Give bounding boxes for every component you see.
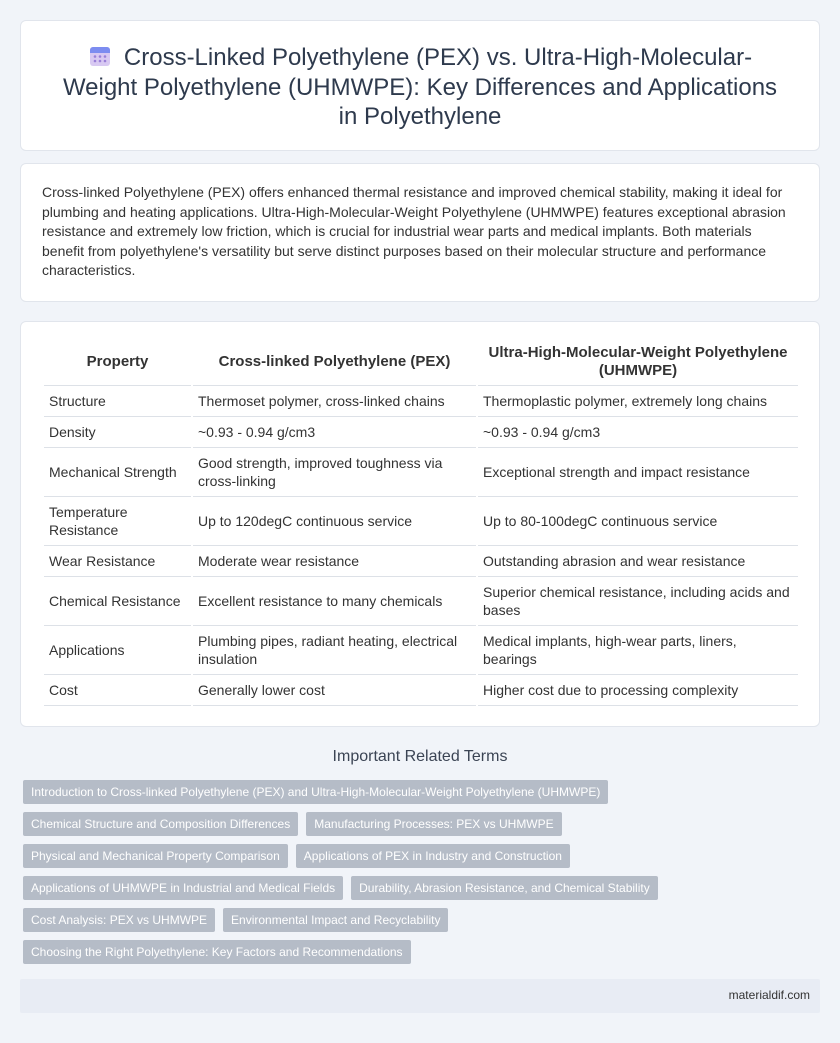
uhmwpe-cell: Superior chemical resistance, including acids and bases (478, 577, 798, 626)
related-term-tag[interactable]: Choosing the Right Polyethylene: Key Factors and Recommendations (23, 940, 411, 964)
title-card (20, 20, 820, 151)
page-title-text: Cross-Linked Polyethylene (PEX) vs. Ultra-High-Molecular-Weight Polyethylene (UHMWPE): Key Differences and Applications in Polyethylene (62, 44, 778, 130)
pex-cell: Excellent resistance to many chemicals (193, 577, 476, 626)
related-terms-list (23, 780, 823, 972)
related-term-tag[interactable]: Durability, Abrasion Resistance, and Chemical Stability (351, 876, 658, 900)
property-cell: Applications (44, 626, 191, 675)
table-row (44, 546, 798, 577)
page-title (61, 43, 779, 132)
table-row (44, 626, 798, 675)
table-row (44, 448, 798, 497)
pex-cell: Thermoset polymer, cross-linked chains (193, 386, 476, 417)
related-term-tag[interactable]: Applications of PEX in Industry and Construction (296, 844, 570, 868)
related-term-tag[interactable]: Cost Analysis: PEX vs UHMWPE (23, 908, 215, 932)
pex-cell: Plumbing pipes, radiant heating, electrical insulation (193, 626, 476, 675)
property-cell: Temperature Resistance (44, 497, 191, 546)
comparison-table-card (20, 321, 820, 727)
header-uhmwpe: Ultra-High-Molecular-Weight Polyethylene (UHMWPE) (478, 338, 798, 386)
table-header-row (44, 338, 798, 386)
property-cell: Structure (44, 386, 191, 417)
related-term-tag[interactable]: Introduction to Cross-linked Polyethylene (PEX) and Ultra-High-Molecular-Weight Polyethylene (UHMWPE) (23, 780, 608, 804)
related-term-tag[interactable]: Applications of UHMWPE in Industrial and Medical Fields (23, 876, 343, 900)
property-cell: Chemical Resistance (44, 577, 191, 626)
footer-bar (20, 979, 820, 1013)
pex-cell: ~0.93 - 0.94 g/cm3 (193, 417, 476, 448)
header-pex: Cross-linked Polyethylene (PEX) (193, 338, 476, 386)
property-cell: Cost (44, 675, 191, 706)
related-term-tag[interactable]: Environmental Impact and Recyclability (223, 908, 448, 932)
table-row (44, 675, 798, 706)
header-property: Property (44, 338, 191, 386)
related-terms-heading: Important Related Terms (332, 748, 508, 765)
calendar-icon (88, 44, 112, 68)
uhmwpe-cell: Thermoplastic polymer, extremely long chains (478, 386, 798, 417)
property-cell: Density (44, 417, 191, 448)
uhmwpe-cell: ~0.93 - 0.94 g/cm3 (478, 417, 798, 448)
pex-cell: Moderate wear resistance (193, 546, 476, 577)
property-cell: Mechanical Strength (44, 448, 191, 497)
property-cell: Wear Resistance (44, 546, 191, 577)
intro-card (20, 163, 820, 302)
pex-cell: Generally lower cost (193, 675, 476, 706)
intro-paragraph: Cross-linked Polyethylene (PEX) offers enhanced thermal resistance and improved chemical stability, making it ideal for plumbing and heating applications. Ultra-High-Molecular-Weight Polyethylene (UHMWPE) features exceptional abrasion resistance and extremely low friction, which is crucial for industrial wear parts and medical implants. Both materials benefit from polyethylene's versatility but serve distinct purposes based on their molecular structure and performance characteristics. (42, 184, 786, 279)
table-row (44, 497, 798, 546)
uhmwpe-cell: Up to 80-100degC continuous service (478, 497, 798, 546)
table-row (44, 417, 798, 448)
pex-cell: Good strength, improved toughness via cross-linking (193, 448, 476, 497)
related-term-tag[interactable]: Physical and Mechanical Property Comparison (23, 844, 288, 868)
pex-cell: Up to 120degC continuous service (193, 497, 476, 546)
related-term-tag[interactable]: Chemical Structure and Composition Differences (23, 812, 298, 836)
comparison-table (42, 338, 800, 706)
uhmwpe-cell: Higher cost due to processing complexity (478, 675, 798, 706)
footer-site-link[interactable]: materialdif.com (728, 988, 810, 1002)
table-row (44, 577, 798, 626)
table-row (44, 386, 798, 417)
related-term-tag[interactable]: Manufacturing Processes: PEX vs UHMWPE (306, 812, 561, 836)
uhmwpe-cell: Outstanding abrasion and wear resistance (478, 546, 798, 577)
uhmwpe-cell: Exceptional strength and impact resistance (478, 448, 798, 497)
uhmwpe-cell: Medical implants, high-wear parts, liners, bearings (478, 626, 798, 675)
